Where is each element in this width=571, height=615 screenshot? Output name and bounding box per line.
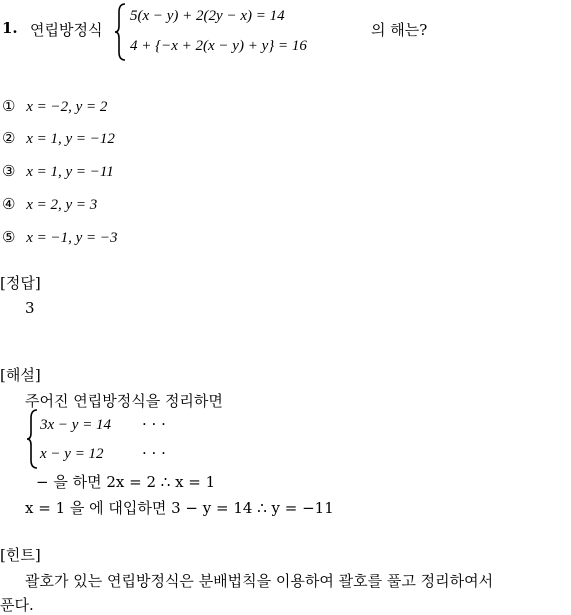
system-tag-2: · · · xyxy=(142,444,166,462)
system-brace xyxy=(114,2,128,62)
choice-mark: ⑤ xyxy=(2,228,16,246)
explanation-line-1: 주어진 연립방정식을 정리하면 xyxy=(25,392,223,410)
explanation-step-2: x = 1 을 에 대입하면 3 − y = 14 ∴ y = −11 xyxy=(25,499,334,517)
choice-mark: ② xyxy=(2,129,16,147)
system-equation-1: 3x − y = 14 xyxy=(40,417,112,433)
question-prefix: 연립방정식 xyxy=(30,21,103,39)
choice-item[interactable] xyxy=(2,228,118,247)
question-suffix: 의 해는? xyxy=(371,21,428,39)
system-tag-1: · · · xyxy=(142,415,166,433)
system-equation-2: x − y = 12 xyxy=(40,446,104,462)
hint-line-2: 푼다. xyxy=(0,596,34,614)
choice-item[interactable] xyxy=(2,195,97,214)
choice-text: x = 2, y = 3 xyxy=(26,197,98,213)
explanation-step-1: − 을 하면 2x = 2 ∴ x = 1 xyxy=(36,473,216,491)
hint-header: [힌트] xyxy=(0,546,41,564)
question-number: 1. xyxy=(2,19,18,37)
choice-item[interactable] xyxy=(2,162,114,181)
answer-value: 3 xyxy=(25,299,35,317)
choice-item[interactable] xyxy=(2,129,115,148)
choice-item[interactable] xyxy=(2,97,107,116)
choice-mark: ④ xyxy=(2,195,16,213)
choice-text: x = −1, y = −3 xyxy=(26,230,118,246)
explanation-header: [해설] xyxy=(0,366,41,384)
hint-line-1: 괄호가 있는 연립방정식은 분배법칙을 이용하여 괄호를 풀고 정리하여서 xyxy=(25,572,494,590)
equation-2: 4 + {−x + 2(x − y) + y} = 16 xyxy=(130,38,307,54)
choice-text: x = 1, y = −12 xyxy=(26,131,115,147)
choice-mark: ① xyxy=(2,97,16,115)
choice-text: x = −2, y = 2 xyxy=(26,99,108,115)
choice-text: x = 1, y = −11 xyxy=(26,164,114,180)
choice-mark: ③ xyxy=(2,162,16,180)
explanation-brace xyxy=(26,408,40,470)
equation-1: 5(x − y) + 2(2y − x) = 14 xyxy=(130,8,285,24)
answer-header: [정답] xyxy=(0,274,41,292)
